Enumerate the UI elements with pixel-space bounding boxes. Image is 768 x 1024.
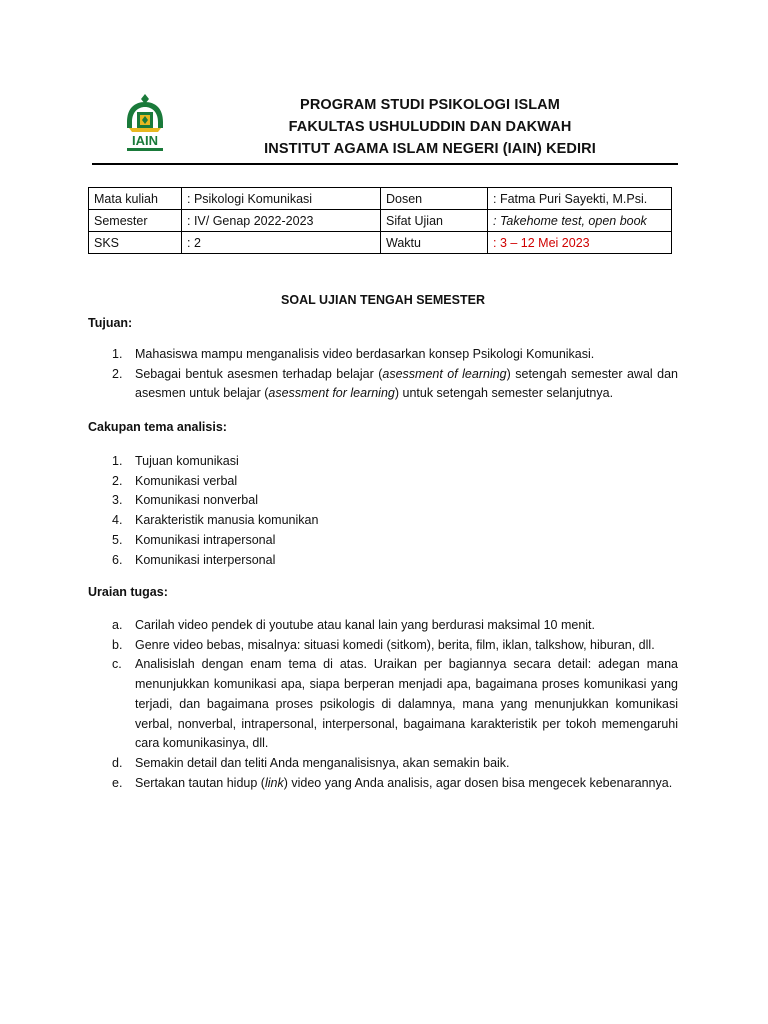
list-text-italic: asessment of learning <box>382 366 507 381</box>
logo-text: IAIN <box>132 133 158 148</box>
list-text: ) video yang Anda analisis, agar dosen bisa mengecek kebenarannya. <box>283 775 673 790</box>
institution-header <box>190 94 670 160</box>
table-cell: : Fatma Puri Sayekti, M.Psi. <box>488 188 672 210</box>
table-cell: : Psikologi Komunikasi <box>182 188 381 210</box>
list-item <box>88 655 678 754</box>
list-text: Sebagai bentuk asesmen terhadap belajar ( <box>135 366 383 381</box>
list-number: 1. <box>112 454 123 468</box>
list-item <box>88 636 678 656</box>
list-item <box>88 551 678 571</box>
list-number: 2. <box>112 473 123 488</box>
list-text-italic: link <box>264 775 284 790</box>
list-item <box>88 472 678 492</box>
list-item <box>88 365 678 404</box>
table-cell: Sifat Ujian <box>381 210 488 232</box>
table-row <box>89 232 672 254</box>
uraian-list <box>88 616 678 793</box>
table-cell: SKS <box>89 232 182 254</box>
list-number: d. <box>112 755 123 770</box>
table-cell: : Takehome test, open book <box>488 210 672 232</box>
table-cell: Dosen <box>381 188 488 210</box>
list-text: ) untuk setengah semester selanjutnya. <box>394 386 614 401</box>
list-item <box>88 531 678 551</box>
list-text: Mahasiswa mampu menganalisis video berdasarkan konsep Psikologi Komunikasi. <box>135 347 595 361</box>
table-row <box>89 210 672 232</box>
table-cell: Mata kuliah <box>89 188 182 210</box>
list-item <box>88 754 678 774</box>
table-cell: Waktu <box>381 232 488 254</box>
header-line-1: PROGRAM STUDI PSIKOLOGI ISLAM <box>300 97 560 113</box>
list-number: 1. <box>112 347 123 361</box>
list-number: a. <box>112 618 123 632</box>
tujuan-heading: Tujuan: <box>88 316 133 330</box>
list-item <box>88 491 678 511</box>
list-number: 2. <box>112 366 123 381</box>
list-item <box>88 345 678 365</box>
list-number: c. <box>112 657 122 672</box>
list-item <box>88 774 678 794</box>
cakupan-heading: Cakupan tema analisis: <box>88 420 227 434</box>
list-item <box>88 511 678 531</box>
exam-title: SOAL UJIAN TENGAH SEMESTER <box>281 293 485 307</box>
table-cell: : 2 <box>182 232 381 254</box>
header-divider <box>92 163 678 165</box>
list-text: Analisislah dengan enam tema di atas. Uraikan per bagiannya secara detail: adegan mana menunjukkan komunikasi apa, siapa berperan menjadi apa, bagaimana proses komunikasi yang terjadi, dan bagaimana proses psikologis di dalamnya, mana yang menunjukkan komunikasi verbal, nonverbal, intrapersonal, interpersonal, bagaimana karakteristik per tokoh memengaruhi cara komunikasinya, dll. <box>135 657 678 751</box>
course-info-table <box>88 187 672 254</box>
table-cell: : IV/ Genap 2022-2023 <box>182 210 381 232</box>
list-number: 6. <box>112 552 123 567</box>
list-text: Genre video bebas, misalnya: situasi komedi (sitkom), berita, film, iklan, talkshow, hiburan, dll. <box>135 637 655 652</box>
list-item <box>88 452 678 472</box>
list-text: ) setengah semester awal dan asesmen untuk belajar ( <box>135 366 678 401</box>
header-line-3: INSTITUT AGAMA ISLAM NEGERI (IAIN) KEDIRI <box>264 141 596 157</box>
list-text: Karakteristik manusia komunikan <box>135 513 319 528</box>
list-text: Carilah video pendek di youtube atau kanal lain yang berdurasi maksimal 10 menit. <box>135 618 595 632</box>
header-line-2: FAKULTAS USHULUDDIN DAN DAKWAH <box>288 119 572 135</box>
list-text: Komunikasi interpersonal <box>135 552 276 567</box>
list-number: e. <box>112 775 123 790</box>
list-text: Sertakan tautan hidup ( <box>135 775 265 790</box>
list-text: Semakin detail dan teliti Anda menganalisisnya, akan semakin baik. <box>135 755 510 770</box>
uraian-heading: Uraian tugas: <box>88 585 168 599</box>
list-number: 5. <box>112 532 123 547</box>
list-number: 4. <box>112 513 123 528</box>
list-number: b. <box>112 637 123 652</box>
list-text: Komunikasi nonverbal <box>135 493 258 508</box>
list-number: 3. <box>112 493 123 508</box>
list-text: Komunikasi verbal <box>135 473 238 488</box>
list-item <box>88 616 678 636</box>
list-text: Tujuan komunikasi <box>135 454 239 468</box>
cakupan-list <box>88 452 678 570</box>
list-text: Komunikasi intrapersonal <box>135 532 276 547</box>
iain-logo <box>118 92 172 154</box>
table-cell: : 3 – 12 Mei 2023 <box>488 232 672 254</box>
tujuan-list <box>88 345 678 404</box>
list-text-italic: asessment for learning <box>268 386 395 401</box>
table-cell: Semester <box>89 210 182 232</box>
table-row <box>89 188 672 210</box>
